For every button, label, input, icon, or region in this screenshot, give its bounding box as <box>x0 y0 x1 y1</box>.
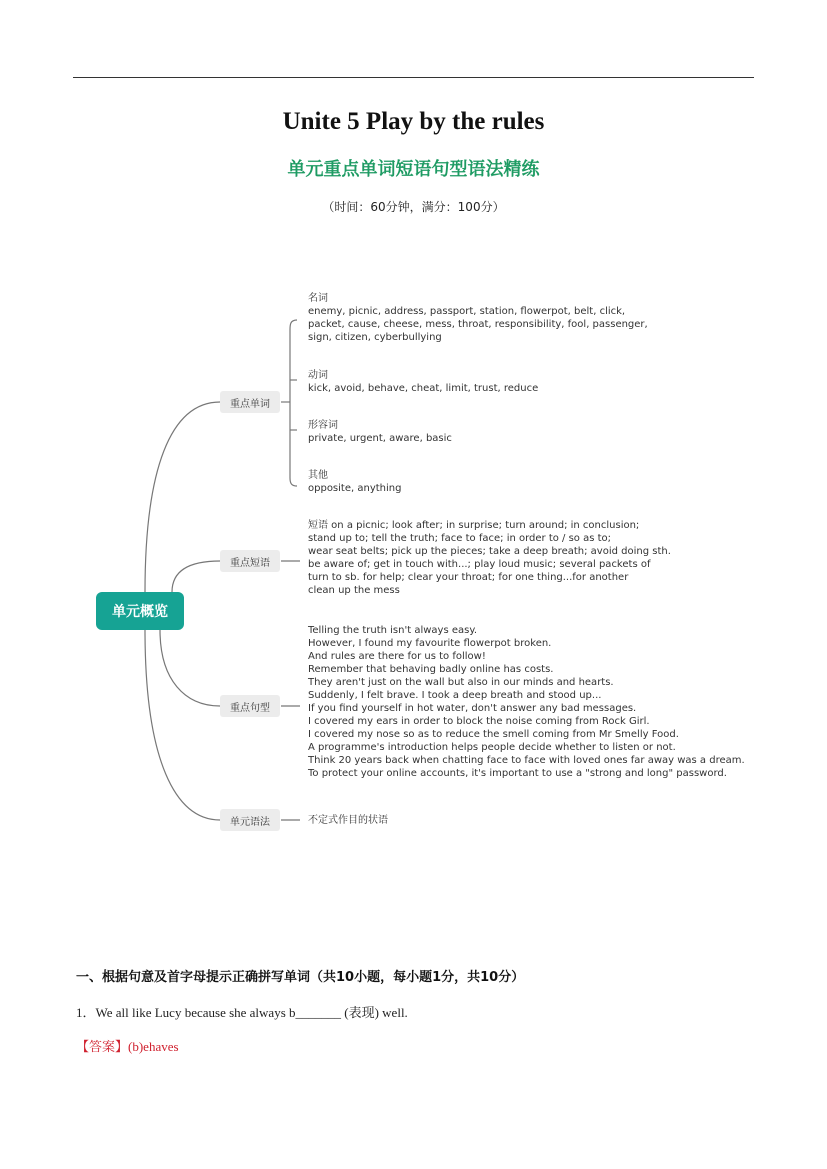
group-line: sign, citizen, cyberbullying <box>308 332 442 343</box>
phrase-line: wear seat belts; pick up the pieces; take a deep breath; avoid doing sth. <box>308 546 671 557</box>
grammar-text: 不定式作目的状语 <box>308 815 388 826</box>
group-heading: 形容词 <box>308 420 338 431</box>
sentence-line: They aren't just on the wall but also in our minds and hearts. <box>308 677 614 688</box>
words-group-verbs <box>308 369 538 395</box>
sentence-line: I covered my ears in order to block the noise coming from Rock Girl. <box>308 716 650 727</box>
group-heading: 名词 <box>308 293 328 304</box>
phrase-line: be aware of; get in touch with...; play loud music; several packets of <box>308 559 651 570</box>
page-subtitle: 单元重点单词短语句型语法精练 <box>287 159 540 180</box>
sentence-line: I covered my nose so as to reduce the smell coming from Mr Smelly Food. <box>308 729 679 740</box>
time-info: （时间：60分钟，满分：100分） <box>322 200 505 214</box>
words-group-others <box>308 469 401 495</box>
answer-label: 【答案】 <box>76 1040 129 1055</box>
group-line: private, urgent, aware, basic <box>308 433 452 444</box>
answer-1 <box>76 1036 179 1055</box>
group-line: enemy, picnic, address, passport, station, flowerpot, belt, click, <box>308 306 626 317</box>
branch-key-phrases: 重点短语 <box>220 550 280 572</box>
group-heading: 动词 <box>308 370 328 381</box>
sentence-line: If you find yourself in hot water, don't answer any bad messages. <box>308 703 637 714</box>
page-title: Unite 5 Play by the rules <box>282 108 545 135</box>
section-heading: 一、根据句意及首字母提示正确拼写单词（共10小题，每小题1分，共10分） <box>76 970 525 985</box>
connector-sentences <box>160 630 220 706</box>
branch-key-sentences: 重点句型 <box>220 695 280 717</box>
sentence-line: Remember that behaving badly online has costs. <box>308 664 554 675</box>
sentence-line: And rules are there for us to follow! <box>308 651 486 662</box>
branch-grammar: 单元语法 <box>220 809 280 831</box>
group-line: kick, avoid, behave, cheat, limit, trust, reduce <box>308 383 539 394</box>
connector-phrases <box>172 561 220 592</box>
phrase-line: clean up the mess <box>308 585 400 596</box>
group-heading: 其他 <box>308 470 328 481</box>
connector-grammar <box>145 630 220 820</box>
phrase-line: turn to sb. for help; clear your throat; for one thing...for another <box>308 572 629 583</box>
phrase-line: 短语 on a picnic; look after; in surprise; turn around; in conclusion; <box>308 520 640 531</box>
phrase-line: stand up to; tell the truth; face to face; in order to / so as to; <box>308 533 612 544</box>
sentence-line: Telling the truth isn't always easy. <box>308 625 478 636</box>
words-group-nouns <box>308 292 648 344</box>
sentence-line: Think 20 years back when chatting face to face with loved ones far away was a dream. <box>308 755 745 766</box>
group-line: packet, cause, cheese, mess, throat, responsibility, fool, passenger, <box>308 319 648 330</box>
sentence-line: A programme's introduction helps people decide whether to listen or not. <box>308 742 676 753</box>
sentence-line: To protect your online accounts, it's important to use a "strong and long" password. <box>308 768 727 779</box>
sentence-line: Suddenly, I felt brave. I took a deep breath and stood up... <box>308 690 602 701</box>
phrases-list <box>308 519 671 597</box>
group-line: opposite, anything <box>308 483 402 494</box>
connector-words <box>145 402 220 592</box>
sentence-line: However, I found my favourite flowerpot broken. <box>308 638 552 649</box>
question-1: 1．We all like Lucy because she always b_______ (表现) well. <box>76 1005 408 1020</box>
sentences-list <box>308 624 745 780</box>
answer-value: (b)ehaves <box>128 1039 179 1054</box>
mindmap-root: 单元概览 <box>96 592 184 630</box>
branch-key-words: 重点单词 <box>220 391 280 413</box>
words-group-adjectives <box>308 419 452 445</box>
